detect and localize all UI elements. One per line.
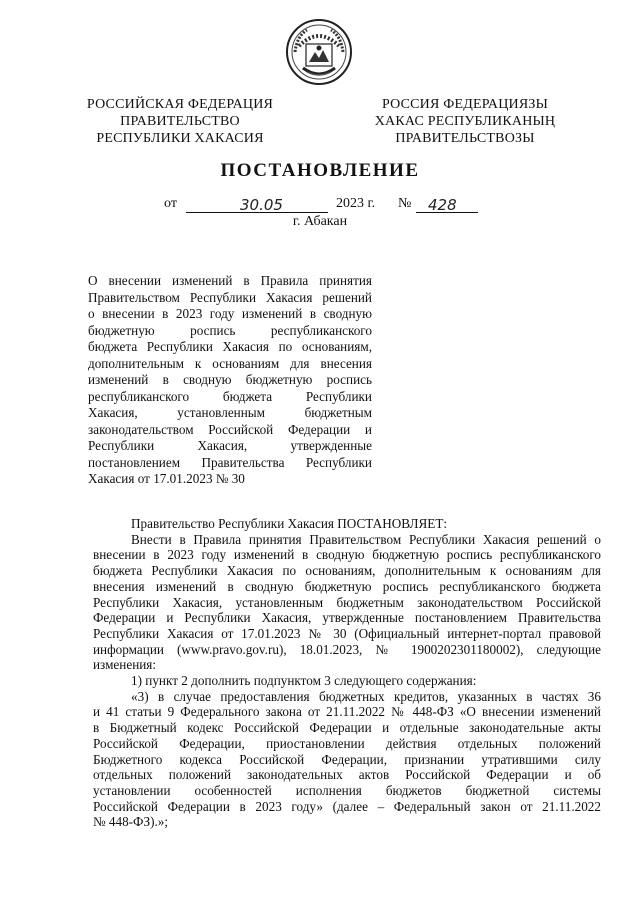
subject-line: изменений в сводную бюджетную роспись bbox=[88, 372, 372, 387]
subject-line: Республики Хакасия, утвержденные bbox=[88, 438, 372, 453]
body-line: Бюджетного кодекса Российской Федерации, признании утратившими силу bbox=[93, 751, 601, 767]
body-line: изменения: bbox=[93, 657, 157, 673]
subject-line: бюджетную роспись республиканского bbox=[88, 322, 372, 338]
body-line: № 448-ФЗ).»; bbox=[93, 814, 169, 830]
body-line: отдельных положений законодательных актов Российской Федерации и об bbox=[93, 767, 601, 783]
body-line: 1) пункт 2 дополнить подпунктом 3 следующего содержания: bbox=[131, 673, 477, 689]
header-left-block bbox=[80, 96, 280, 147]
body-line: Республики Хакасия, установленным бюджетным законодательством Российской bbox=[93, 594, 601, 610]
number-sign: № bbox=[398, 196, 412, 211]
header-right-line-3: ПРАВИТЕЛЬСТВОЗЫ bbox=[395, 131, 535, 146]
header-right-line-2: ХАКАС РЕСПУБЛИКАНЫҢ bbox=[374, 114, 556, 129]
body-line: Правительство Республики Хакасия ПОСТАНОВЛЯЕТ: bbox=[131, 516, 448, 531]
header-left-line-1: РОССИЙСКАЯ ФЕДЕРАЦИЯ bbox=[86, 97, 274, 112]
body-line: внесения изменений в сводную бюджетную роспись республиканского бюджета bbox=[93, 578, 601, 594]
number-handwritten: 428 bbox=[428, 196, 457, 214]
coat-of-arms-emblem bbox=[285, 18, 353, 86]
body-line: установлении особенностей исполнения бюджетов бюджетной системы bbox=[93, 782, 601, 798]
subject-line: законодательством Российской Федерации и bbox=[88, 421, 372, 437]
body-line: Республики Хакасия от 17.01.2023 № 30 (Официальный интернет-портал правовой bbox=[93, 625, 601, 641]
subject-line: Правительством Республики Хакасия решений bbox=[88, 289, 372, 305]
body-line: Федерации и Республики Хакасия, утвержденные постановлением Правительства bbox=[93, 610, 601, 626]
number-line bbox=[416, 196, 478, 213]
subject-line: дополнительным к основаниям для внесения bbox=[88, 355, 372, 371]
subject-line: республиканского бюджета Республики bbox=[88, 388, 372, 404]
body-line: Российской Федерации в 2023 году» (далее – Федеральный закон от 21.11.2022 bbox=[93, 798, 601, 814]
body-line: Российской Федерации, приостановлении действия отдельных положений bbox=[93, 735, 601, 751]
subject-line: Хакасия от 17.01.2023 № 30 bbox=[88, 471, 245, 486]
date-prefix: от bbox=[164, 196, 177, 211]
body-line: внесении в 2023 году изменений в сводную бюджетную роспись республиканского bbox=[93, 547, 601, 563]
body-text bbox=[93, 516, 601, 830]
subject-line: бюджета Республики Хакасия по основаниям, bbox=[88, 339, 372, 354]
body-line: «3) в случае предоставления бюджетных кредитов, указанных в частях 36 bbox=[131, 688, 601, 704]
date-line bbox=[186, 196, 328, 213]
subject-line: Хакасия, установленным бюджетным bbox=[88, 405, 372, 420]
subject-block bbox=[88, 273, 372, 488]
subject-line: о внесении в 2023 году изменений в сводную bbox=[88, 306, 372, 321]
date-number-row bbox=[160, 196, 500, 216]
body-line: информации (www.pravo.gov.ru), 18.01.2023, № 1900202301180002), следующие bbox=[93, 641, 601, 657]
header-right-line-1: РОССИЯ ФЕДЕРАЦИЯЗЫ bbox=[381, 97, 549, 112]
subject-line: О внесении изменений в Правила принятия bbox=[88, 273, 372, 288]
body-line: бюджета Республики Хакасия по основаниям, дополнительным к основаниям для bbox=[93, 563, 601, 579]
subject-line: постановлением Правительства Республики bbox=[88, 454, 372, 470]
year-label: 2023 г. bbox=[336, 196, 376, 211]
header-left-line-3: РЕСПУБЛИКИ ХАКАСИЯ bbox=[96, 131, 264, 146]
body-line: и 41 статьи 9 Федерального закона от 21.11.2022 № 448-ФЗ «О внесении изменений bbox=[93, 704, 601, 720]
header-left-line-2: ПРАВИТЕЛЬСТВО bbox=[120, 114, 240, 129]
body-line: Внести в Правила принятия Правительством Республики Хакасия решений о bbox=[131, 531, 601, 547]
document-title: ПОСТАНОВЛЕНИЕ bbox=[220, 160, 420, 181]
body-line: в Бюджетный кодекс Российской Федерации и отдельные законодательные акты bbox=[93, 720, 601, 736]
header-right-block bbox=[360, 96, 570, 147]
date-handwritten: 30.05 bbox=[240, 196, 283, 214]
city-label: г. Абакан bbox=[292, 214, 348, 229]
